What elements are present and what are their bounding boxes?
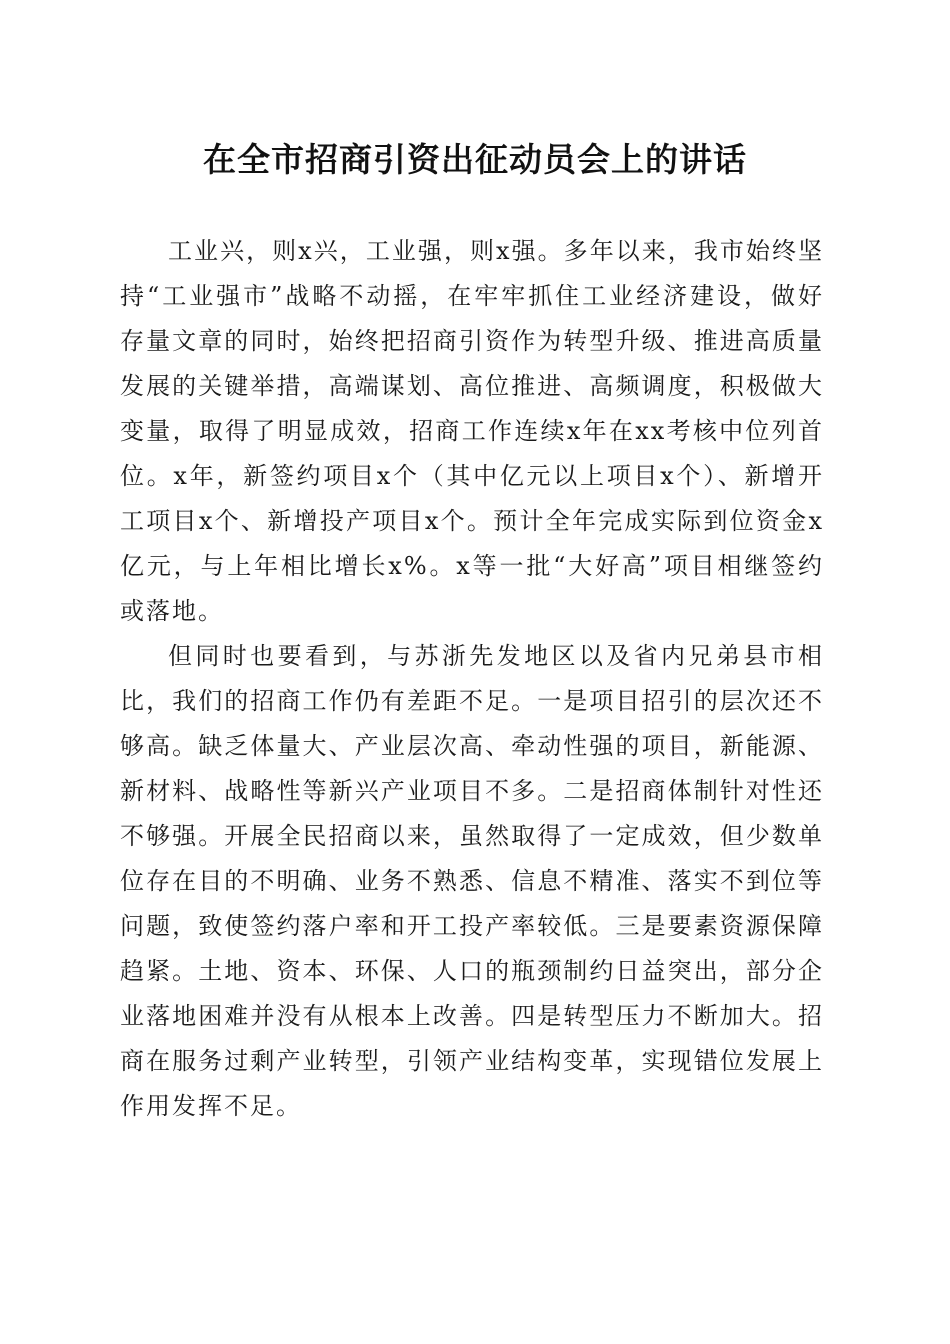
document-body [120, 229, 824, 1129]
paragraph-2: 但同时也要看到，与苏浙先发地区以及省内兄弟县市相比，我们的招商工作仍有差距不足。一是项目招引的层次还不够高。缺乏体量大、产业层次高、牵动性强的项目，新能源、新材料、战略性等新兴产业项目不多。二是招商体制针对性还不够强。开展全民招商以来，虽然取得了一定成效，但少数单位存在目的不明确、业务不熟悉、信息不精准、落实不到位等问题，致使签约落户率和开工投产率较低。三是要素资源保障趋紧。土地、资本、环保、人口的瓶颈制约日益突出，部分企业落地困难并没有从根本上改善。四是转型压力不断加大。招商在服务过剩产业转型，引领产业结构变革，实现错位发展上作用发挥不足。 [120, 642, 824, 1120]
document-title: 在全市招商引资出征动员会上的讲话 [203, 140, 747, 179]
paragraph-1: 工业兴，则x兴，工业强，则x强。多年以来，我市始终坚持“工业强市”战略不动摇，在牢牢抓住工业经济建设，做好存量文章的同时，始终把招商引资作为转型升级、推进高质量发展的关键举措，高端谋划、高位推进、高频调度，积极做大变量，取得了明显成效，招商工作连续x年在xx考核中位列首位。x年，新签约项目x个（其中亿元以上项目x个）、新增开工项目x个、新增投产项目x个。预计全年完成实际到位资金x亿元，与上年相比增长x%。x等一批“大好高”项目相继签约或落地。 [120, 237, 824, 625]
